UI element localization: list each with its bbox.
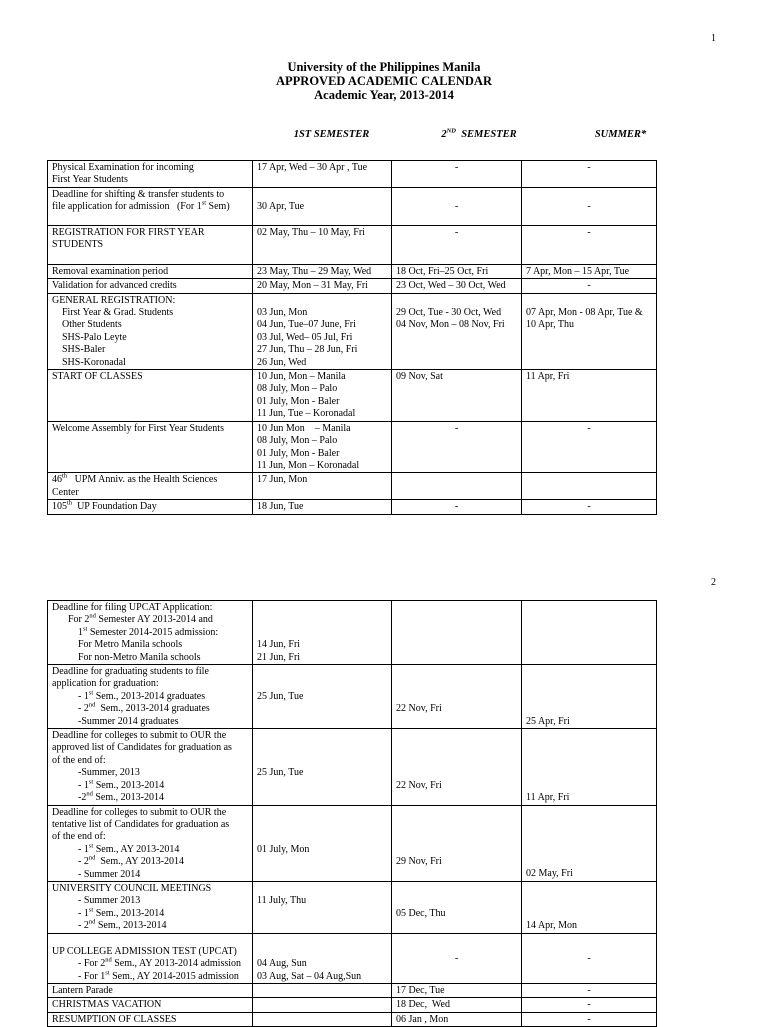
date-summer: - — [522, 983, 657, 997]
date-2nd-sem: 09 Nov, Sat — [392, 370, 522, 422]
date-2nd-sem: 18 Oct, Fri–25 Oct, Fri — [392, 264, 522, 278]
date-1st-sem: 14 Jun, Fri 21 Jun, Fri — [253, 601, 392, 665]
date-2nd-sem: 22 Nov, Fri — [392, 729, 522, 805]
event-label: GENERAL REGISTRATION: First Year & Grad. Students Other Students SHS-Palo Leyte SHS-Baler SHS-Koronadal — [48, 293, 253, 369]
date-1st-sem — [253, 1012, 392, 1026]
date-2nd-sem: 06 Jan , Mon — [392, 1012, 522, 1026]
event-label: Deadline for graduating students to file application for graduation: - 1st Sem., 2013-2014 graduates - 2nd Sem., 2013-2014 graduates -Summer 2014 graduates — [48, 665, 253, 729]
date-summer: - — [522, 421, 657, 473]
table-row — [48, 601, 657, 665]
date-1st-sem: 04 Aug, Sun 03 Aug, Sat – 04 Aug,Sun — [253, 933, 392, 983]
date-2nd-sem: - — [392, 187, 522, 225]
event-label: Deadline for colleges to submit to OUR the approved list of Candidates for graduation as of the end of: -Summer, 2013 - 1st Sem., 2013-2014 -2nd Sem., 2013-2014 — [48, 729, 253, 805]
date-2nd-sem — [392, 601, 522, 665]
event-label: UNIVERSITY COUNCIL MEETINGS - Summer 2013 - 1st Sem., 2013-2014 - 2nd Sem., 2013-2014 — [48, 881, 253, 933]
event-label: RESUMPTION OF CLASSES — [48, 1012, 253, 1026]
column-header-1st-semester: 1ST SEMESTER — [293, 129, 370, 140]
page-number: 1 — [711, 33, 716, 44]
date-summer — [522, 601, 657, 665]
event-label: 105th UP Foundation Day — [48, 500, 253, 514]
event-label: Welcome Assembly for First Year Students — [48, 421, 253, 473]
table-row — [48, 805, 657, 881]
date-1st-sem: 11 July, Thu — [253, 881, 392, 933]
event-label: Deadline for colleges to submit to OUR the tentative list of Candidates for graduation as of the end of: - 1st Sem., AY 2013-2014 - 2nd Sem., AY 2013-2014 - Summer 2014 — [48, 805, 253, 881]
event-label: START OF CLASSES — [48, 370, 253, 422]
page-number: 2 — [711, 577, 716, 588]
date-1st-sem — [253, 983, 392, 997]
date-2nd-sem: - — [392, 933, 522, 983]
table-row — [48, 881, 657, 933]
date-2nd-sem: - — [392, 421, 522, 473]
date-2nd-sem: 17 Dec, Tue — [392, 983, 522, 997]
date-1st-sem: 25 Jun, Tue — [253, 665, 392, 729]
table-row — [48, 264, 657, 278]
date-2nd-sem: 05 Dec, Thu — [392, 881, 522, 933]
event-label: Physical Examination for incoming First Year Students — [48, 161, 253, 188]
date-summer: - — [522, 933, 657, 983]
date-1st-sem: 10 Jun Mon – Manila 08 July, Mon – Palo 01 July, Mon - Baler 11 Jun, Mon – Koronadal — [253, 421, 392, 473]
table-row — [48, 187, 657, 225]
date-1st-sem: 30 Apr, Tue — [253, 187, 392, 225]
date-summer: - — [522, 279, 657, 293]
date-summer: - — [522, 998, 657, 1012]
date-2nd-sem: 29 Oct, Tue - 30 Oct, Wed 04 Nov, Mon – 08 Nov, Fri — [392, 293, 522, 369]
table-row — [48, 983, 657, 997]
date-2nd-sem: 18 Dec, Wed — [392, 998, 522, 1012]
table-row — [48, 998, 657, 1012]
column-header-2nd-semester: 2ND SEMESTER — [441, 127, 517, 140]
event-label: Lantern Parade — [48, 983, 253, 997]
event-label: Deadline for shifting & transfer students to file application for admission (For 1st Sem) — [48, 187, 253, 225]
date-summer: 02 May, Fri — [522, 805, 657, 881]
event-label: REGISTRATION FOR FIRST YEAR STUDENTS — [48, 225, 253, 264]
table-row — [48, 933, 657, 983]
date-1st-sem: 01 July, Mon — [253, 805, 392, 881]
date-1st-sem: 10 Jun, Mon – Manila 08 July, Mon – Palo 01 July, Mon - Baler 11 Jun, Tue – Koronadal — [253, 370, 392, 422]
date-1st-sem — [253, 998, 392, 1012]
date-summer: - — [522, 225, 657, 264]
date-2nd-sem: - — [392, 225, 522, 264]
table-row — [48, 421, 657, 473]
date-summer: 07 Apr, Mon - 08 Apr, Tue & 10 Apr, Thu — [522, 293, 657, 369]
table-row — [48, 1012, 657, 1026]
table-row — [48, 473, 657, 500]
date-2nd-sem: - — [392, 500, 522, 514]
date-summer: - — [522, 187, 657, 225]
table-row — [48, 729, 657, 805]
table-row — [48, 500, 657, 514]
date-1st-sem: 25 Jun, Tue — [253, 729, 392, 805]
table-row — [48, 293, 657, 369]
event-label: UP COLLEGE ADMISSION TEST (UPCAT) - For 2nd Sem., AY 2013-2014 admission - For 1st Sem., AY 2014-2015 admission — [48, 933, 253, 983]
event-label: 46th UPM Anniv. as the Health Sciences Center — [48, 473, 253, 500]
column-header-summer: SUMMER* — [594, 129, 647, 140]
event-label: Deadline for filing UPCAT Application: For 2nd Semester AY 2013-2014 and 1st Semester 2014-2015 admission: For Metro Manila schools For non-Metro Manila schools — [48, 601, 253, 665]
table-row — [48, 161, 657, 188]
table-row — [48, 370, 657, 422]
table-row — [48, 225, 657, 264]
date-2nd-sem: 29 Nov, Fri — [392, 805, 522, 881]
date-1st-sem: 20 May, Mon – 31 May, Fri — [253, 279, 392, 293]
date-2nd-sem: - — [392, 161, 522, 188]
calendar-table-page2 — [47, 600, 657, 1027]
date-summer: 11 Apr, Fri — [522, 370, 657, 422]
date-1st-sem: 23 May, Thu – 29 May, Wed — [253, 264, 392, 278]
document-title-calendar: APPROVED ACADEMIC CALENDAR — [276, 74, 492, 88]
date-2nd-sem: 22 Nov, Fri — [392, 665, 522, 729]
table-row — [48, 665, 657, 729]
date-2nd-sem: 23 Oct, Wed – 30 Oct, Wed — [392, 279, 522, 293]
date-1st-sem: 03 Jun, Mon 04 Jun, Tue–07 June, Fri 03 Jul, Wed– 05 Jul, Fri 27 Jun, Thu – 28 Jun, Fri 26 Jun, Wed — [253, 293, 392, 369]
table-row — [48, 279, 657, 293]
date-summer: 25 Apr, Fri — [522, 665, 657, 729]
date-summer — [522, 473, 657, 500]
date-summer: 11 Apr, Fri — [522, 729, 657, 805]
date-summer: 7 Apr, Mon – 15 Apr, Tue — [522, 264, 657, 278]
event-label: Removal examination period — [48, 264, 253, 278]
date-summer: 14 Apr, Mon — [522, 881, 657, 933]
date-1st-sem: 17 Jun, Mon — [253, 473, 392, 500]
calendar-table-page1 — [47, 160, 657, 515]
date-1st-sem: 18 Jun, Tue — [253, 500, 392, 514]
document-title-year: Academic Year, 2013-2014 — [314, 88, 454, 102]
event-label: CHRISTMAS VACATION — [48, 998, 253, 1012]
date-1st-sem: 02 May, Thu – 10 May, Fri — [253, 225, 392, 264]
date-summer: - — [522, 161, 657, 188]
date-1st-sem: 17 Apr, Wed – 30 Apr , Tue — [253, 161, 392, 188]
document-title-university: University of the Philippines Manila — [287, 60, 481, 74]
date-2nd-sem — [392, 473, 522, 500]
event-label: Validation for advanced credits — [48, 279, 253, 293]
date-summer: - — [522, 1012, 657, 1026]
date-summer: - — [522, 500, 657, 514]
